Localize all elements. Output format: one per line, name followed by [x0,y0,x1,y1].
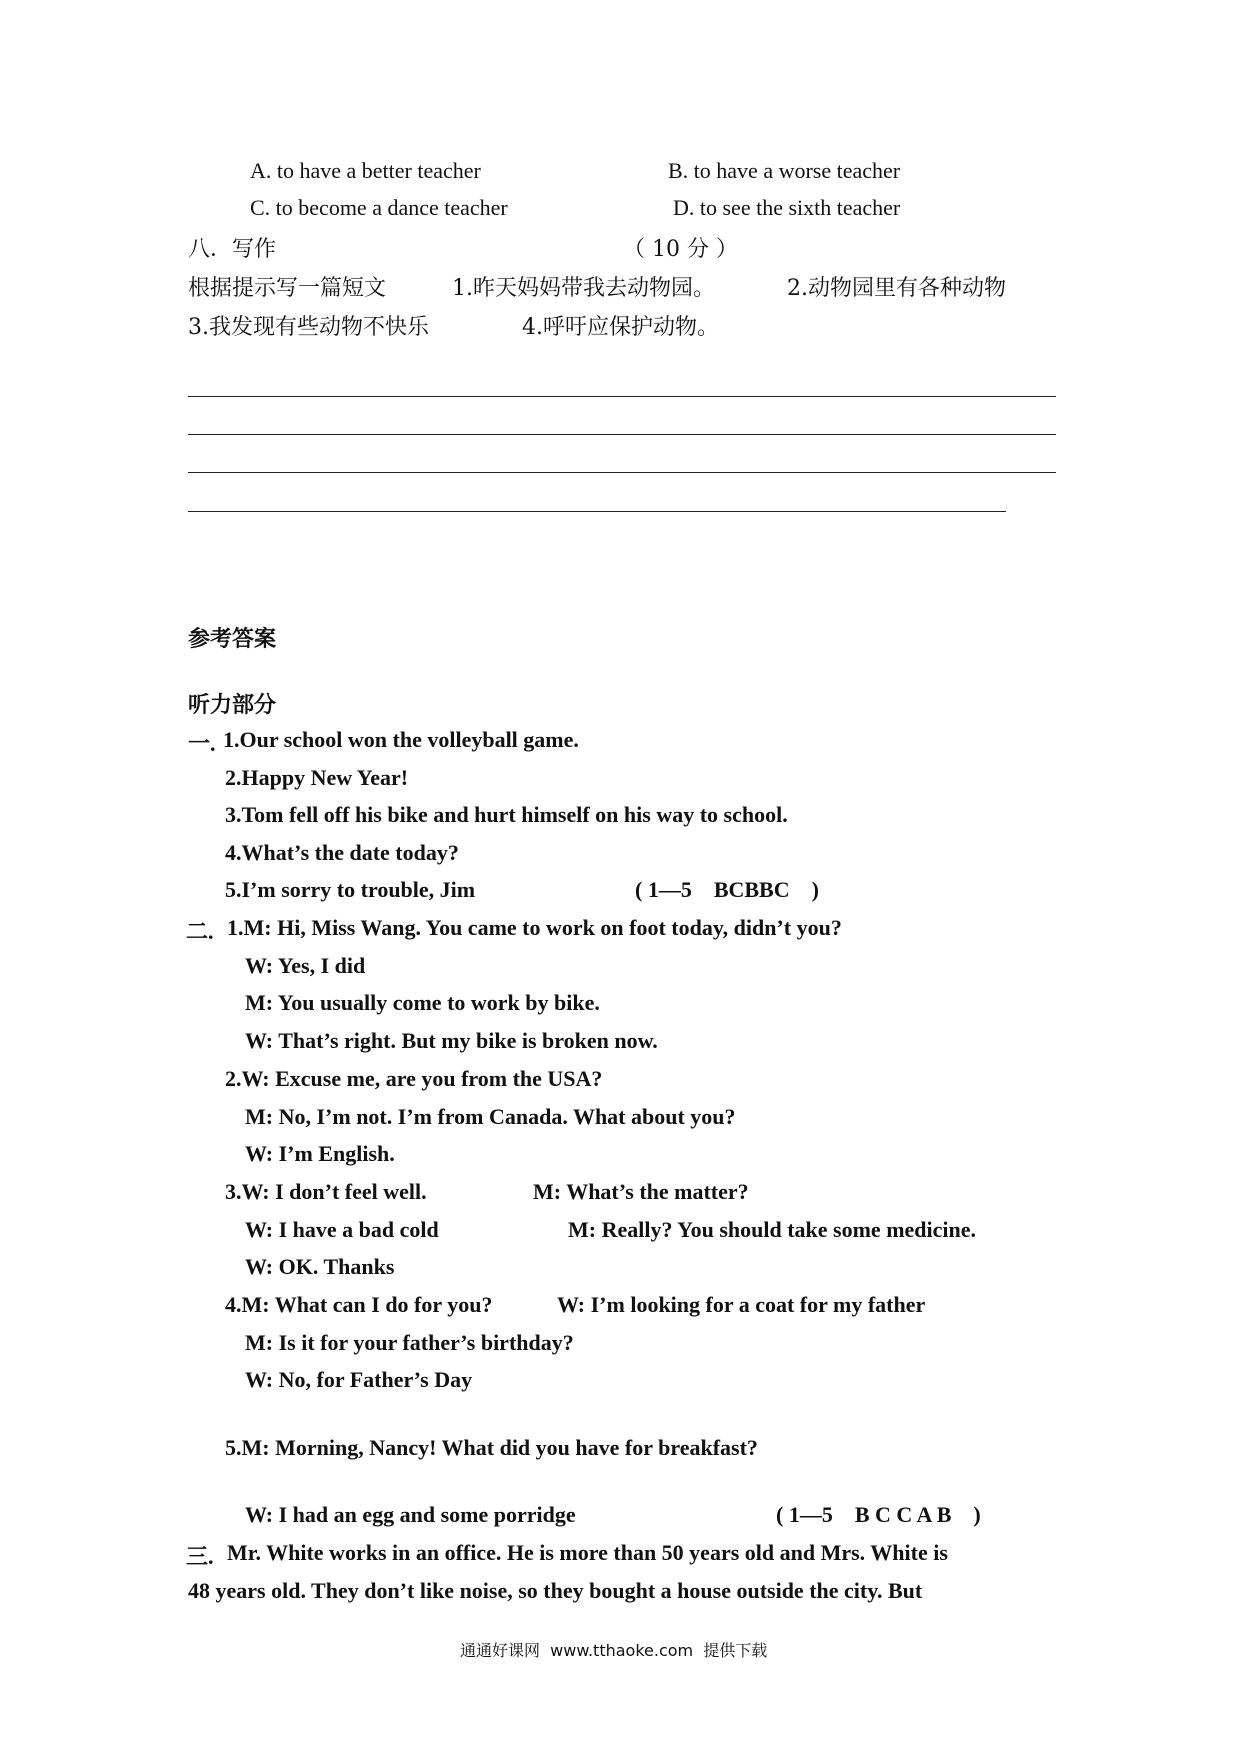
dialogue-line: M: Is it for your father’s birthday? [245,1330,574,1355]
option-b: B. to have a worse teacher [668,158,901,183]
page-footer: 通通好课网 www.tthaoke.com 提供下载 [460,1641,768,1660]
writing-score: （ 10 分 ） [623,237,738,262]
dialogue-line: M: What’s the matter? [533,1179,749,1204]
dialogue-line: 3.W: I don’t feel well. [225,1179,427,1204]
dialogue-line: W: That’s right. But my bike is broken now. [245,1028,658,1053]
writing-blank-line [188,472,1056,473]
part2-label: 二. [186,919,214,944]
writing-hint-1: 1.昨天妈妈带我去动物园。 [452,276,715,301]
part1-line: 2.Happy New Year! [225,765,409,790]
dialogue-line: W: I had an egg and some porridge [245,1502,576,1527]
writing-hint-2: 2.动物园里有各种动物 [787,276,1006,301]
part2-answer-key: ( 1—5 B C C A B ) [776,1502,981,1527]
part1-line: 4.What’s the date today? [225,840,459,865]
dialogue-line: W: I’m English. [245,1141,395,1166]
part1-line: 1.Our school won the volleyball game. [223,727,579,752]
writing-blank-line [188,511,1006,512]
option-a: A. to have a better teacher [250,158,481,183]
option-c: C. to become a dance teacher [250,195,508,220]
dialogue-line: 4.M: What can I do for you? [225,1292,493,1317]
part3-label: 三. [186,1544,214,1569]
writing-heading: 八．写作 [188,237,277,262]
part1-answer-key: ( 1—5 BCBBC ) [635,877,819,902]
answers-title: 参考答案 [188,626,277,651]
writing-hint-4: 4.呼吁应保护动物。 [522,315,719,340]
dialogue-line: W: I’m looking for a coat for my father [557,1292,926,1317]
dialogue-line: W: I have a bad cold [245,1217,439,1242]
writing-hint-3: 3.我发现有些动物不快乐 [188,315,429,340]
dialogue-line: W: No, for Father’s Day [245,1367,473,1392]
dialogue-line: M: You usually come to work by bike. [245,990,600,1015]
dialogue-line: M: Really? You should take some medicine. [568,1217,977,1242]
dialogue-line: M: No, I’m not. I’m from Canada. What about you? [245,1104,736,1129]
dialogue-line: W: OK. Thanks [245,1254,395,1279]
writing-blank-line [188,434,1056,435]
writing-blank-line [188,396,1056,397]
option-d: D. to see the sixth teacher [673,195,901,220]
dialogue-line: 1.M: Hi, Miss Wang. You came to work on foot today, didn’t you? [227,915,842,940]
passage-line: Mr. White works in an office. He is more than 50 years old and Mrs. White is [227,1540,948,1565]
part1-label: 一. [188,731,216,756]
writing-prompt-intro: 根据提示写一篇短文 [188,276,387,301]
part1-line: 5.I’m sorry to trouble, Jim [225,877,476,902]
dialogue-line: 5.M: Morning, Nancy! What did you have for breakfast? [225,1435,758,1460]
part1-line: 3.Tom fell off his bike and hurt himself on his way to school. [225,802,788,827]
passage-line: 48 years old. They don’t like noise, so they bought a house outside the city. But [188,1578,923,1603]
dialogue-line: 2.W: Excuse me, are you from the USA? [225,1066,603,1091]
listening-title: 听力部分 [188,692,277,717]
dialogue-line: W: Yes, I did [245,953,366,978]
